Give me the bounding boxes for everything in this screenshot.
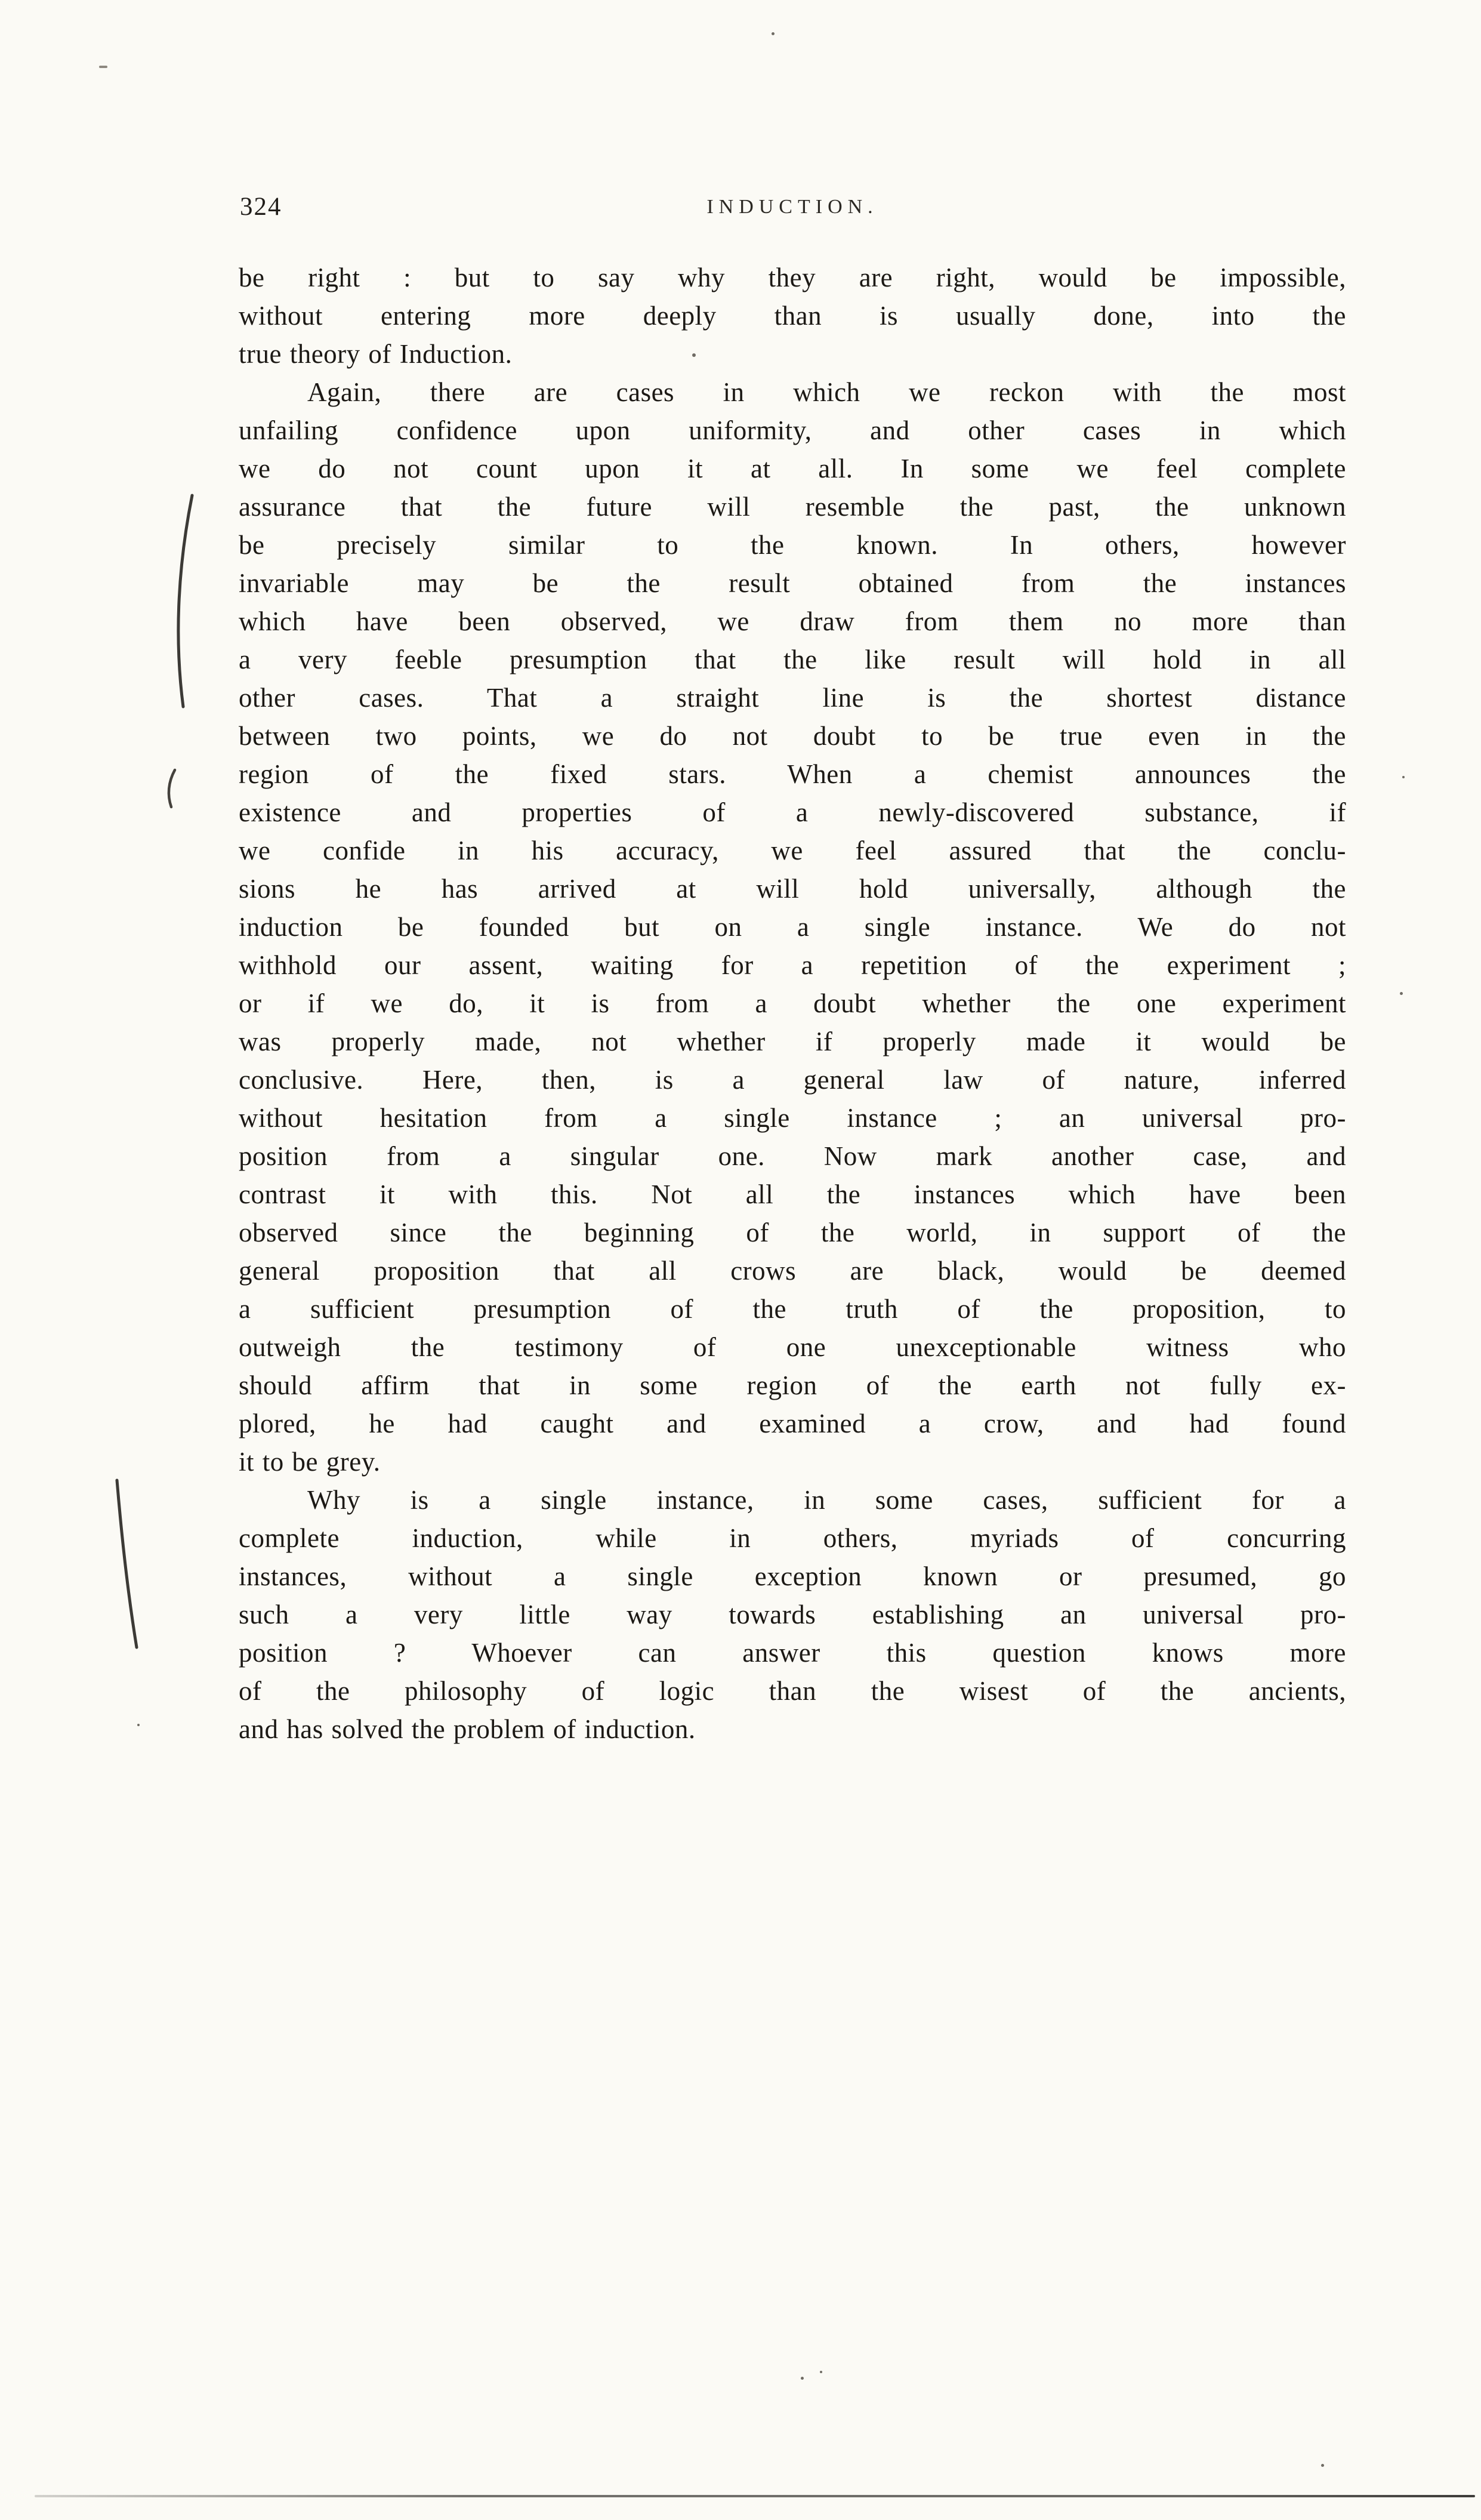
text-line: complete induction, while in others, myriads of concurring xyxy=(239,1523,1346,1553)
scan-speck xyxy=(1402,776,1405,778)
text-line: region of the fixed stars. When a chemist announces the xyxy=(239,759,1346,789)
text-line: which have been observed, we draw from them no more than xyxy=(239,606,1346,636)
scan-speck xyxy=(1400,992,1403,995)
text-line: be right : but to say why they are right, would be impossible, xyxy=(239,263,1346,292)
text-line: without hesitation from a single instance ; an universal pro- xyxy=(239,1103,1346,1133)
page-header xyxy=(239,192,1346,230)
text-line: induction be founded but on a single instance. We do not xyxy=(239,912,1346,942)
text-line: Again, there are cases in which we reckon with the most xyxy=(307,377,1346,407)
scan-speck xyxy=(692,353,696,357)
text-line: be precisely similar to the known. In others, however xyxy=(239,530,1346,560)
text-block xyxy=(239,258,1346,1748)
text-line: general proposition that all crows are black, would be deemed xyxy=(239,1256,1346,1286)
text-line: position from a singular one. Now mark another case, and xyxy=(239,1141,1346,1171)
text-line: and has solved the problem of induction. xyxy=(239,1714,696,1744)
text-line: or if we do, it is from a doubt whether the one experiment xyxy=(239,988,1346,1018)
text-line: we do not count upon it at all. In some we feel complete xyxy=(239,454,1346,483)
page-bottom-edge xyxy=(35,2495,1475,2497)
text-line: between two points, we do not doubt to be true even in the xyxy=(239,721,1346,751)
text-line: assurance that the future will resemble the past, the unknown xyxy=(239,492,1346,522)
text-line: a very feeble presumption that the like result will hold in all xyxy=(239,645,1346,674)
text-line: unfailing confidence upon uniformity, and other cases in which xyxy=(239,415,1346,445)
scan-speck xyxy=(1321,2464,1324,2467)
text-line: contrast it with this. Not all the instances which have been xyxy=(239,1179,1346,1209)
text-line: invariable may be the result obtained from the instances xyxy=(239,568,1346,598)
text-line: it to be grey. xyxy=(239,1447,381,1477)
text-line: position ? Whoever can answer this question knows more xyxy=(239,1638,1346,1668)
text-line: should affirm that in some region of the earth not fully ex- xyxy=(239,1370,1346,1400)
text-line: other cases. That a straight line is the shortest distance xyxy=(239,683,1346,713)
text-line: without entering more deeply than is usually done, into the xyxy=(239,301,1346,331)
margin-pen-stroke-2 xyxy=(169,770,175,807)
text-line: sions he has arrived at will hold universally, although the xyxy=(239,874,1346,904)
text-line: observed since the beginning of the world, in support of the xyxy=(239,1218,1346,1247)
scan-speck xyxy=(772,32,775,35)
text-line: true theory of Induction. xyxy=(239,339,513,369)
text-line: a sufficient presumption of the truth of the proposition, to xyxy=(239,1294,1346,1324)
text-line: was properly made, not whether if properly made it would be xyxy=(239,1027,1346,1056)
scan-speck xyxy=(99,66,107,68)
text-line: plored, he had caught and examined a crow, and had found xyxy=(239,1409,1346,1438)
text-line: we confide in his accuracy, we feel assured that the conclu- xyxy=(239,836,1346,865)
scan-speck xyxy=(801,2377,804,2380)
text-line: of the philosophy of logic than the wisest of the ancients, xyxy=(239,1676,1346,1706)
paragraph xyxy=(239,1481,1346,1748)
text-line: instances, without a single exception known or presumed, go xyxy=(239,1561,1346,1591)
paragraph xyxy=(239,373,1346,1481)
text-line: outweigh the testimony of one unexceptionable witness who xyxy=(239,1332,1346,1362)
text-line: conclusive. Here, then, is a general law of nature, inferred xyxy=(239,1065,1346,1095)
scan-speck xyxy=(137,1724,140,1726)
text-line: existence and properties of a newly-discovered substance, if xyxy=(239,797,1346,827)
text-line: Why is a single instance, in some cases, sufficient for a xyxy=(307,1485,1346,1515)
scan-speck xyxy=(820,2371,822,2373)
margin-pen-stroke-1 xyxy=(178,495,192,707)
margin-pen-stroke-3 xyxy=(117,1480,137,1647)
page-number: 324 xyxy=(240,193,282,221)
paragraph xyxy=(239,258,1346,373)
running-title: INDUCTION. xyxy=(706,196,878,218)
text-line: such a very little way towards establishing an universal pro- xyxy=(239,1600,1346,1629)
text-line: withhold our assent, waiting for a repetition of the experiment ; xyxy=(239,950,1346,980)
